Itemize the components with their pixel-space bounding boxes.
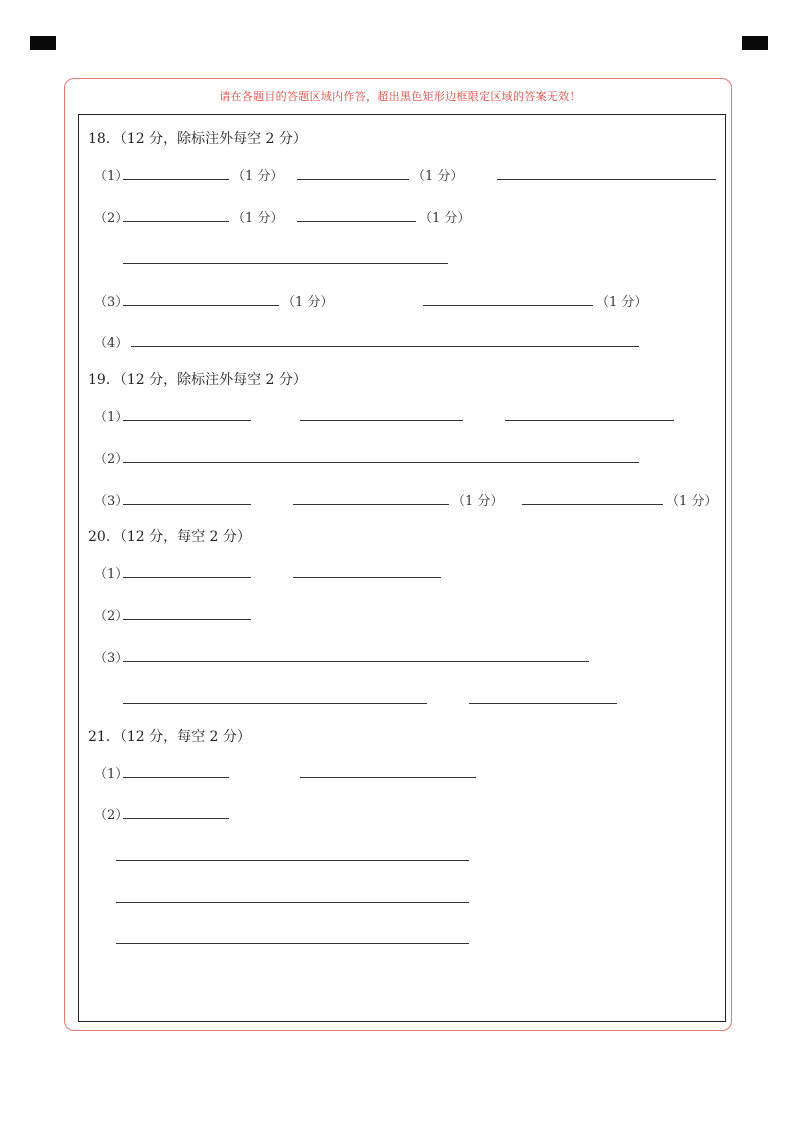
q20-3-blank-2[interactable] (123, 703, 427, 704)
q20-1-blank-1[interactable] (123, 577, 251, 578)
question-18-header: 18．（12 分，除标注外每空 2 分） (88, 131, 307, 147)
q21-2-blank-1[interactable] (123, 818, 229, 819)
q19-1-blank-1[interactable] (123, 420, 251, 421)
q20-2-blank-1[interactable] (123, 619, 251, 620)
q19-3-blank-3-points: （1 分） (666, 494, 718, 509)
q18-2-blank-3[interactable] (123, 263, 448, 264)
q18-1-blank-1-points: （1 分） (232, 169, 284, 184)
q20-part-2-label: （2） (94, 609, 129, 624)
q21-2-blank-2[interactable] (116, 860, 469, 861)
q18-3-blank-2-points: （1 分） (596, 295, 648, 310)
q18-2-blank-2-points: （1 分） (419, 211, 471, 226)
q18-2-blank-2[interactable] (297, 221, 416, 222)
q21-2-blank-4[interactable] (116, 943, 469, 944)
question-20-header: 20．（12 分，每空 2 分） (88, 529, 251, 545)
q18-part-2-label: （2） (94, 211, 129, 226)
q18-part-3-label: （3） (94, 295, 129, 310)
q21-2-blank-3[interactable] (116, 902, 469, 903)
q18-3-blank-2[interactable] (423, 305, 593, 306)
q21-1-blank-2[interactable] (300, 777, 476, 778)
q19-3-blank-2-points: （1 分） (452, 494, 504, 509)
q18-1-blank-3[interactable] (497, 179, 716, 180)
q19-part-3-label: （3） (94, 494, 129, 509)
q21-part-2-label: （2） (94, 808, 129, 823)
q18-1-blank-2[interactable] (297, 179, 409, 180)
answer-region-frame (78, 114, 726, 1022)
q18-3-blank-1-points: （1 分） (282, 295, 334, 310)
q19-1-blank-3[interactable] (505, 420, 674, 421)
q19-3-blank-3[interactable] (522, 504, 663, 505)
q20-3-blank-3[interactable] (469, 703, 617, 704)
q18-1-blank-1[interactable] (123, 179, 229, 180)
answer-region-notice: 请在各题目的答题区域内作答，超出黑色矩形边框限定区域的答案无效！ (219, 90, 581, 103)
q18-3-blank-1[interactable] (123, 305, 279, 306)
q18-2-blank-1-points: （1 分） (232, 211, 284, 226)
q20-3-blank-1[interactable] (123, 661, 589, 662)
q19-3-blank-1[interactable] (123, 504, 251, 505)
q20-1-blank-2[interactable] (293, 577, 441, 578)
q19-part-2-label: （2） (94, 452, 129, 467)
question-19-header: 19．（12 分，除标注外每空 2 分） (88, 372, 307, 388)
q19-1-blank-2[interactable] (300, 420, 463, 421)
q20-part-1-label: （1） (94, 567, 129, 582)
q18-part-1-label: （1） (94, 169, 129, 184)
q20-part-3-label: （3） (94, 651, 129, 666)
q18-part-4-label: （4） (94, 336, 129, 351)
q21-1-blank-1[interactable] (123, 777, 229, 778)
q19-2-blank-1[interactable] (123, 462, 639, 463)
q18-4-blank-1[interactable] (131, 346, 639, 347)
q18-1-blank-2-points: （1 分） (412, 169, 464, 184)
q19-3-blank-2[interactable] (293, 504, 449, 505)
registration-mark-left (30, 36, 56, 50)
q18-2-blank-1[interactable] (123, 221, 229, 222)
q21-part-1-label: （1） (94, 767, 129, 782)
q19-part-1-label: （1） (94, 410, 129, 425)
registration-mark-right (742, 36, 768, 50)
question-21-header: 21．（12 分，每空 2 分） (88, 729, 251, 745)
